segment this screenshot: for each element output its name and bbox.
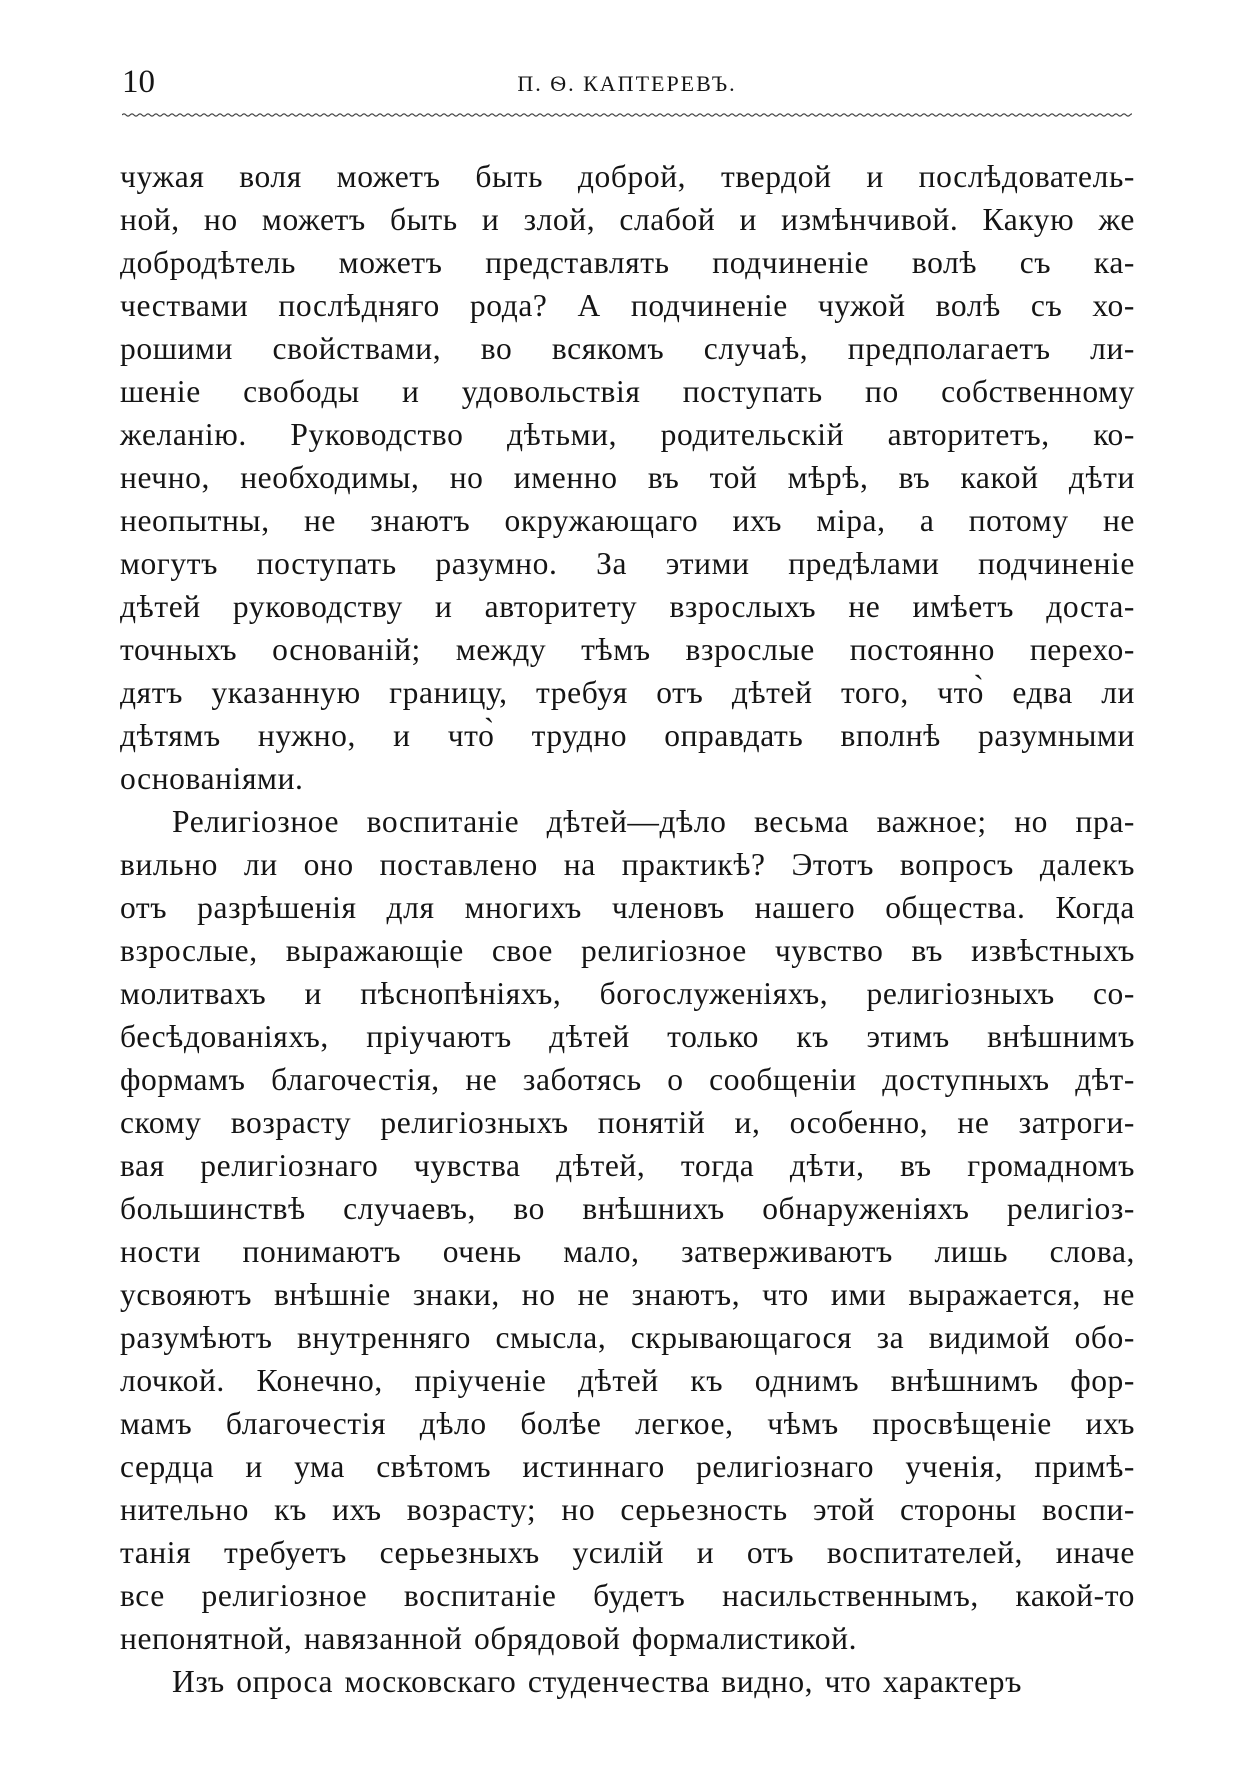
text-line: разумѣютъ внутренняго смысла, скрывающагося за видимой обо-: [120, 1320, 1135, 1355]
text-line: танія требуетъ серьезныхъ усилій и отъ воспитателей, иначе: [120, 1535, 1135, 1570]
text-line: основаніями.: [120, 761, 304, 796]
text-line: Изъ опроса московскаго студенчества видно, что характеръ: [172, 1664, 1022, 1699]
text-line: дѣтямъ нужно, и что̀ трудно оправдать вполнѣ разумными: [120, 718, 1135, 753]
text-line: все религіозное воспитаніе будетъ насильственнымъ, какой-то: [120, 1578, 1135, 1613]
text-line: нительно къ ихъ возрасту; но серьезность этой стороны воспи-: [120, 1492, 1135, 1527]
text-line: вая религіознаго чувства дѣтей, тогда дѣти, въ громадномъ: [120, 1148, 1135, 1183]
text-line: желанію. Руководство дѣтьми, родительскій авторитетъ, ко-: [120, 417, 1135, 452]
text-line: усвояютъ внѣшніе знаки, но не знаютъ, что ими выражается, не: [120, 1277, 1135, 1312]
header-wavy-rule: [122, 111, 1132, 119]
text-line: чужая воля можетъ быть доброй, твердой и послѣдователь-: [120, 159, 1135, 194]
text-line: шеніе свободы и удовольствія поступать по собственному: [120, 374, 1135, 409]
text-line: неопытны, не знаютъ окружающаго ихъ міра, а потому не: [120, 503, 1135, 538]
text-line: ной, но можетъ быть и злой, слабой и измѣнчивой. Какую же: [120, 202, 1135, 237]
text-line: взрослые, выражающіе свое религіозное чувство въ извѣстныхъ: [120, 933, 1135, 968]
text-line: формамъ благочестія, не заботясь о сообщеніи доступныхъ дѣт-: [120, 1062, 1135, 1097]
text-line: вильно ли оно поставлено на практикѣ? Этотъ вопросъ далекъ: [120, 847, 1135, 882]
text-line: Религіозное воспитаніе дѣтей—дѣло весьма важное; но пра-: [172, 804, 1135, 839]
text-line: непонятной, навязанной обрядовой формалистикой.: [120, 1621, 858, 1656]
text-line: чествами послѣдняго рода? А подчиненіе чужой волѣ съ хо-: [120, 288, 1135, 323]
text-line: добродѣтель можетъ представлять подчиненіе волѣ съ ка-: [120, 245, 1135, 280]
text-line: скому возрасту религіозныхъ понятій и, особенно, не затроги-: [120, 1105, 1135, 1140]
body-text: [120, 155, 1135, 1703]
text-line: дѣтей руководству и авторитету взрослыхъ не имѣетъ доста-: [120, 589, 1135, 624]
running-title: П. Ѳ. КАПТЕРЕВЪ.: [517, 71, 737, 96]
page-number: 10: [122, 64, 155, 100]
text-line: рошими свойствами, во всякомъ случаѣ, предполагаетъ ли-: [120, 331, 1135, 366]
text-line: большинствѣ случаевъ, во внѣшнихъ обнаруженіяхъ религіоз-: [120, 1191, 1135, 1226]
text-line: ности понимаютъ очень мало, затверживаютъ лишь слова,: [120, 1234, 1135, 1269]
text-line: нечно, необходимы, но именно въ той мѣрѣ, въ какой дѣти: [120, 460, 1135, 495]
text-line: лочкой. Конечно, пріученіе дѣтей къ однимъ внѣшнимъ фор-: [120, 1363, 1135, 1398]
text-line: бесѣдованіяхъ, пріучаютъ дѣтей только къ этимъ внѣшнимъ: [120, 1019, 1135, 1054]
text-line: мамъ благочестія дѣло болѣе легкое, чѣмъ просвѣщеніе ихъ: [120, 1406, 1135, 1441]
text-line: могутъ поступать разумно. За этими предѣлами подчиненіе: [120, 546, 1135, 581]
text-line: молитвахъ и пѣснопѣніяхъ, богослуженіяхъ, религіозныхъ со-: [120, 976, 1135, 1011]
text-line: точныхъ основаній; между тѣмъ взрослые постоянно перехо-: [120, 632, 1135, 667]
text-line: сердца и ума свѣтомъ истиннаго религіознаго ученія, примѣ-: [120, 1449, 1135, 1484]
page-header: [122, 62, 1132, 112]
text-line: отъ разрѣшенія для многихъ членовъ нашего общества. Когда: [120, 890, 1135, 925]
text-line: дятъ указанную границу, требуя отъ дѣтей того, что̀ едва ли: [120, 675, 1135, 710]
